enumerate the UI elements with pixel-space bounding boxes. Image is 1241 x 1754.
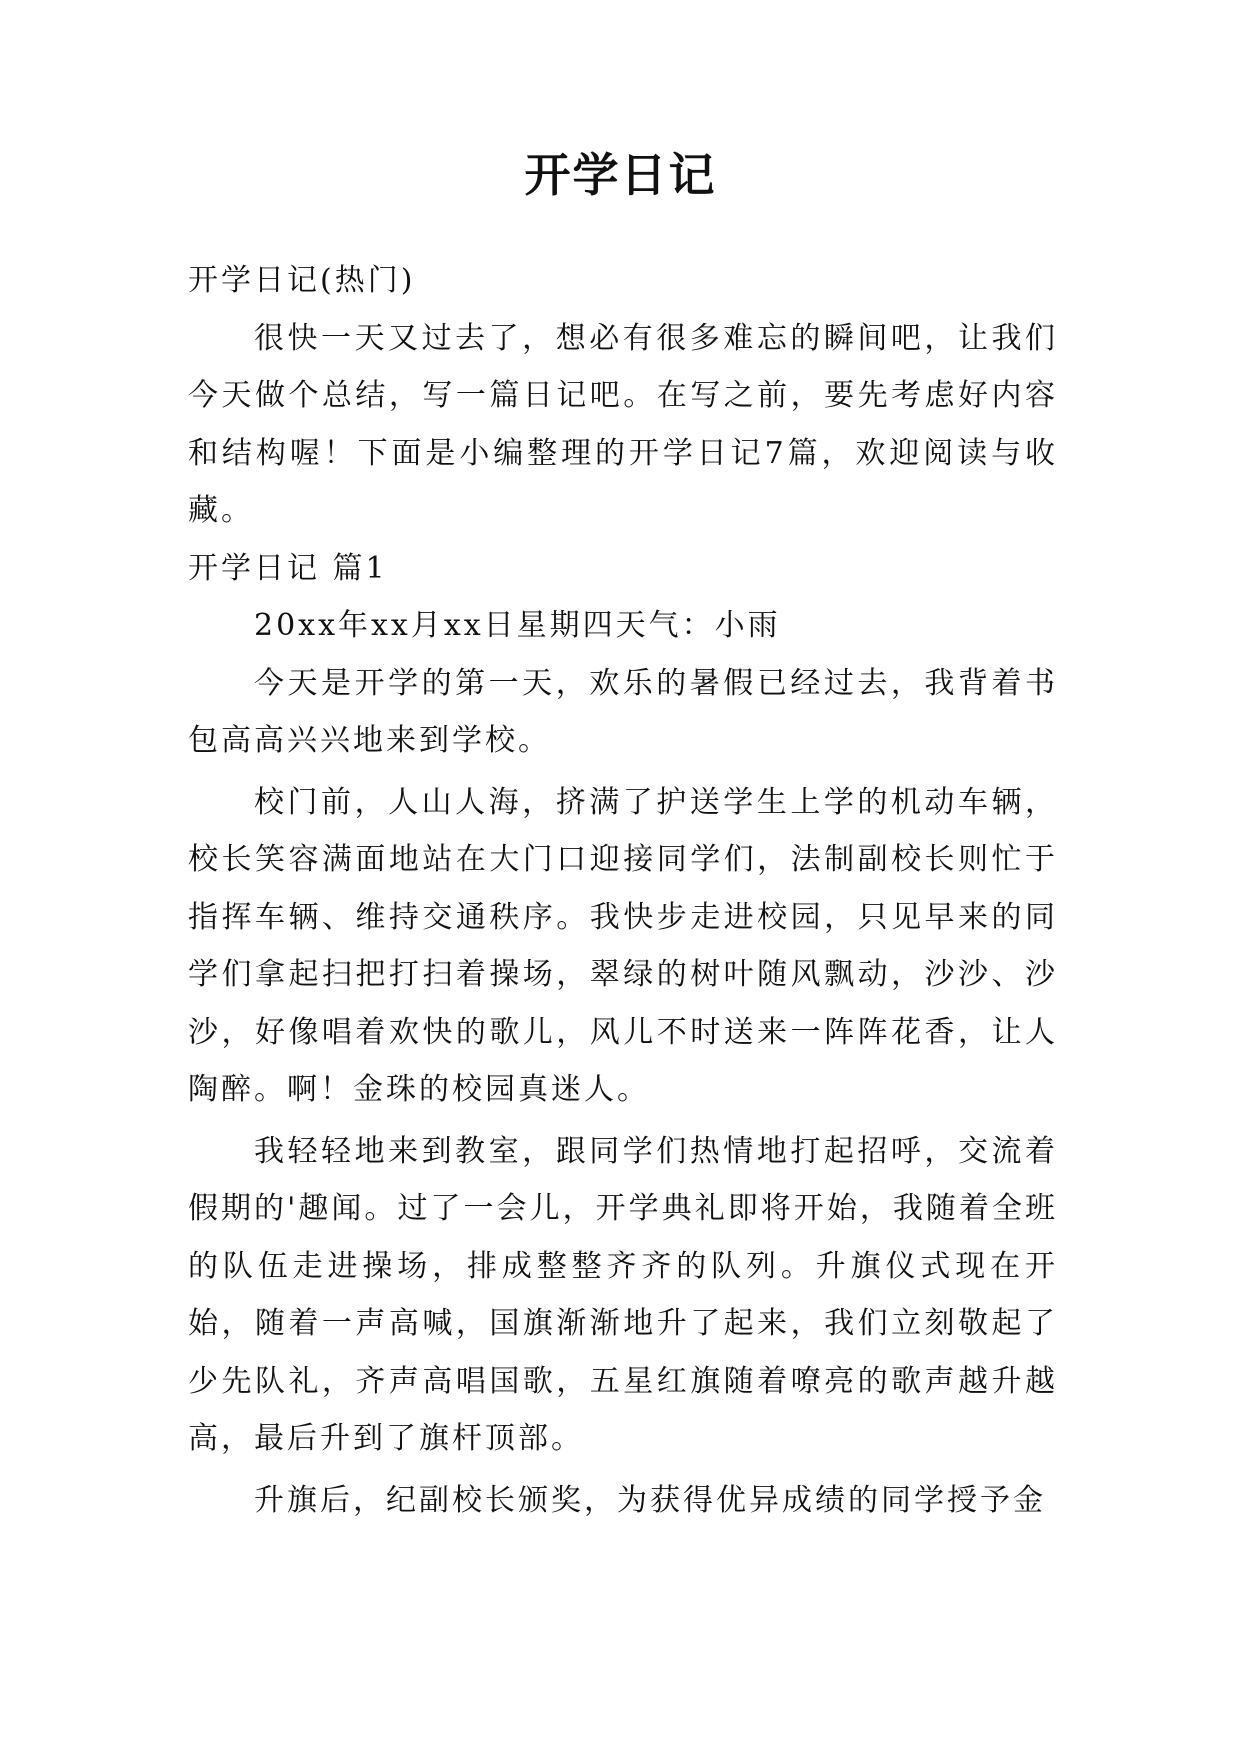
date-line: 20xx年xx月xx日星期四天气：小雨: [254, 608, 781, 643]
body-paragraph: 今天是开学的第一天，欢乐的暑假已经过去，我背着书包高高兴兴地来到学校。: [188, 665, 1058, 758]
document-title: 开学日记: [524, 148, 717, 202]
intro-paragraph: 很快一天又过去了，想必有很多难忘的瞬间吧，让我们今天做个总结，写一篇日记吧。在写之前，要先考虑好内容和结构喔！下面是小编整理的开学日记7篇，欢迎阅读与收藏。: [188, 320, 1058, 528]
body-paragraph: 我轻轻地来到教室，跟同学们热情地打起招呼，交流着假期的'趣闻。过了一会儿，开学典礼即将开始，我随着全班的队伍走进操场，排成整整齐齐的队列。升旗仪式现在开始，随着一声高喊，国旗渐渐地升了起来，我们立刻敬起了少先队礼，齐声高唱国歌，五星红旗随着嘹亮的歌声越升越高，最后升到了旗杆顶部。: [188, 1133, 1058, 1456]
body-paragraph: 校门前，人山人海，挤满了护送学生上学的机动车辆，校长笑容满面地站在大门口迎接同学们，法制副校长则忙于指挥车辆、维持交通秩序。我快步走进校园，只见早来的同学们拿起扫把打扫着操场，翠绿的树叶随风飘动，沙沙、沙沙，好像唱着欢快的歌儿，风儿不时送来一阵阵花香，让人陶醉。啊！金珠的校园真迷人。: [188, 784, 1058, 1107]
body-paragraph: 升旗后，纪副校长颁奖，为获得优异成绩的同学授予金: [254, 1482, 1046, 1518]
section-heading: 开学日记 篇1: [188, 550, 388, 586]
document-subtitle: 开学日记(热门): [188, 263, 416, 298]
document-body: [188, 252, 1058, 1529]
